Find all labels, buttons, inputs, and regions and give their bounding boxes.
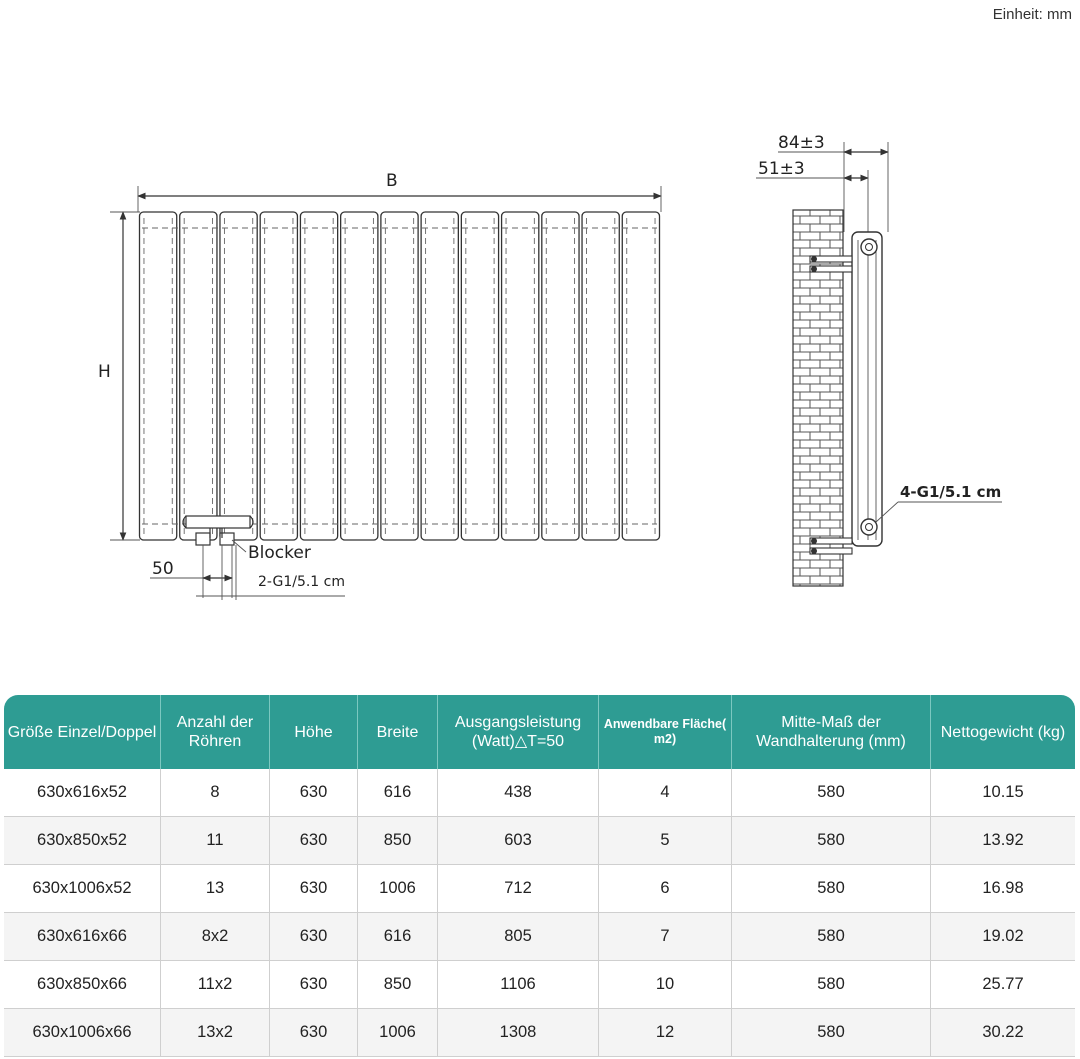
table-cell: 1308 (438, 1009, 599, 1057)
table-cell: 712 (438, 865, 599, 913)
table-body (4, 769, 1075, 1057)
table-row (4, 817, 1075, 865)
radiator-tube (622, 212, 659, 540)
table-cell: 630x850x52 (4, 817, 161, 865)
header-output: Ausgangsleistung (Watt)△T=50 (438, 695, 599, 769)
table-cell: 1006 (358, 865, 438, 913)
table-cell: 630x1006x66 (4, 1009, 161, 1057)
depth-inner-label: 51±3 (758, 159, 805, 179)
table-cell: 8x2 (161, 913, 270, 961)
table-cell: 11x2 (161, 961, 270, 1009)
table-cell: 19.02 (931, 913, 1075, 961)
table-cell: 11 (161, 817, 270, 865)
table-cell: 30.22 (931, 1009, 1075, 1057)
header-weight: Nettogewicht (kg) (931, 695, 1075, 769)
radiator-tube (260, 212, 297, 540)
table-cell: 630x616x66 (4, 913, 161, 961)
table-cell: 438 (438, 769, 599, 817)
height-label: H (98, 362, 111, 382)
table-header-row (4, 695, 1075, 769)
radiator-tube (542, 212, 579, 540)
side-view (756, 133, 1002, 586)
table-cell: 7 (599, 913, 732, 961)
table-cell: 13x2 (161, 1009, 270, 1057)
table-cell: 630 (270, 865, 358, 913)
radiator-tube (180, 212, 217, 540)
table-cell: 5 (599, 817, 732, 865)
table-cell: 12 (599, 1009, 732, 1057)
table-cell: 580 (732, 817, 931, 865)
header-width: Breite (358, 695, 438, 769)
table-cell: 603 (438, 817, 599, 865)
radiator-tube (502, 212, 539, 540)
depth-outer-label: 84±3 (778, 133, 825, 153)
table-cell: 805 (438, 913, 599, 961)
radiator-tubes (140, 212, 660, 540)
table-cell: 630x850x66 (4, 961, 161, 1009)
table-cell: 580 (732, 961, 931, 1009)
table-cell: 630 (270, 817, 358, 865)
header-height: Höhe (270, 695, 358, 769)
front-view (98, 171, 661, 600)
table-row (4, 961, 1075, 1009)
table-cell: 630 (270, 769, 358, 817)
specification-table (4, 695, 1075, 1057)
table-cell: 1006 (358, 1009, 438, 1057)
table-cell: 16.98 (931, 865, 1075, 913)
table-cell: 580 (732, 913, 931, 961)
radiator-tube (582, 212, 619, 540)
table-cell: 13 (161, 865, 270, 913)
header-bracket-distance: Mitte-Maß der Wandhalterung (mm) (732, 695, 931, 769)
table-cell: 13.92 (931, 817, 1075, 865)
table-row (4, 1009, 1075, 1057)
table-cell: 630 (270, 1009, 358, 1057)
table-cell: 8 (161, 769, 270, 817)
connection-label-front: 2-G1/5.1 cm (258, 574, 345, 590)
table-cell: 850 (358, 961, 438, 1009)
radiator-tube (421, 212, 458, 540)
table-cell: 630 (270, 961, 358, 1009)
table-cell: 616 (358, 913, 438, 961)
radiator-tube (140, 212, 177, 540)
table-row (4, 913, 1075, 961)
table-cell: 630x616x52 (4, 769, 161, 817)
table-cell: 630x1006x52 (4, 865, 161, 913)
table-cell: 10 (599, 961, 732, 1009)
table-cell: 6 (599, 865, 732, 913)
header-tube-count: Anzahl der Röhren (161, 695, 270, 769)
connection-label-side: 4-G1/5.1 cm (900, 483, 1002, 501)
radiator-tube (381, 212, 418, 540)
radiator-tube (300, 212, 337, 540)
unit-note: Einheit: mm (992, 6, 1072, 23)
radiator-tube (341, 212, 378, 540)
table-cell: 850 (358, 817, 438, 865)
table-cell: 630 (270, 913, 358, 961)
table-cell: 25.77 (931, 961, 1075, 1009)
blocker-label: Blocker (248, 543, 311, 563)
header-area: Anwendbare Fläche( m2) (599, 695, 732, 769)
table-cell: 580 (732, 1009, 931, 1057)
table-cell: 616 (358, 769, 438, 817)
table-cell: 580 (732, 769, 931, 817)
header-size: Größe Einzel/Doppel (4, 695, 161, 769)
radiator-side-profile (852, 232, 882, 546)
width-label: B (386, 171, 398, 191)
table-row (4, 865, 1075, 913)
table-cell: 10.15 (931, 769, 1075, 817)
table-cell: 4 (599, 769, 732, 817)
radiator-tube (220, 212, 257, 540)
offset-label: 50 (152, 559, 174, 579)
table-cell: 580 (732, 865, 931, 913)
radiator-tube (461, 212, 498, 540)
table-row (4, 769, 1075, 817)
table-cell: 1106 (438, 961, 599, 1009)
